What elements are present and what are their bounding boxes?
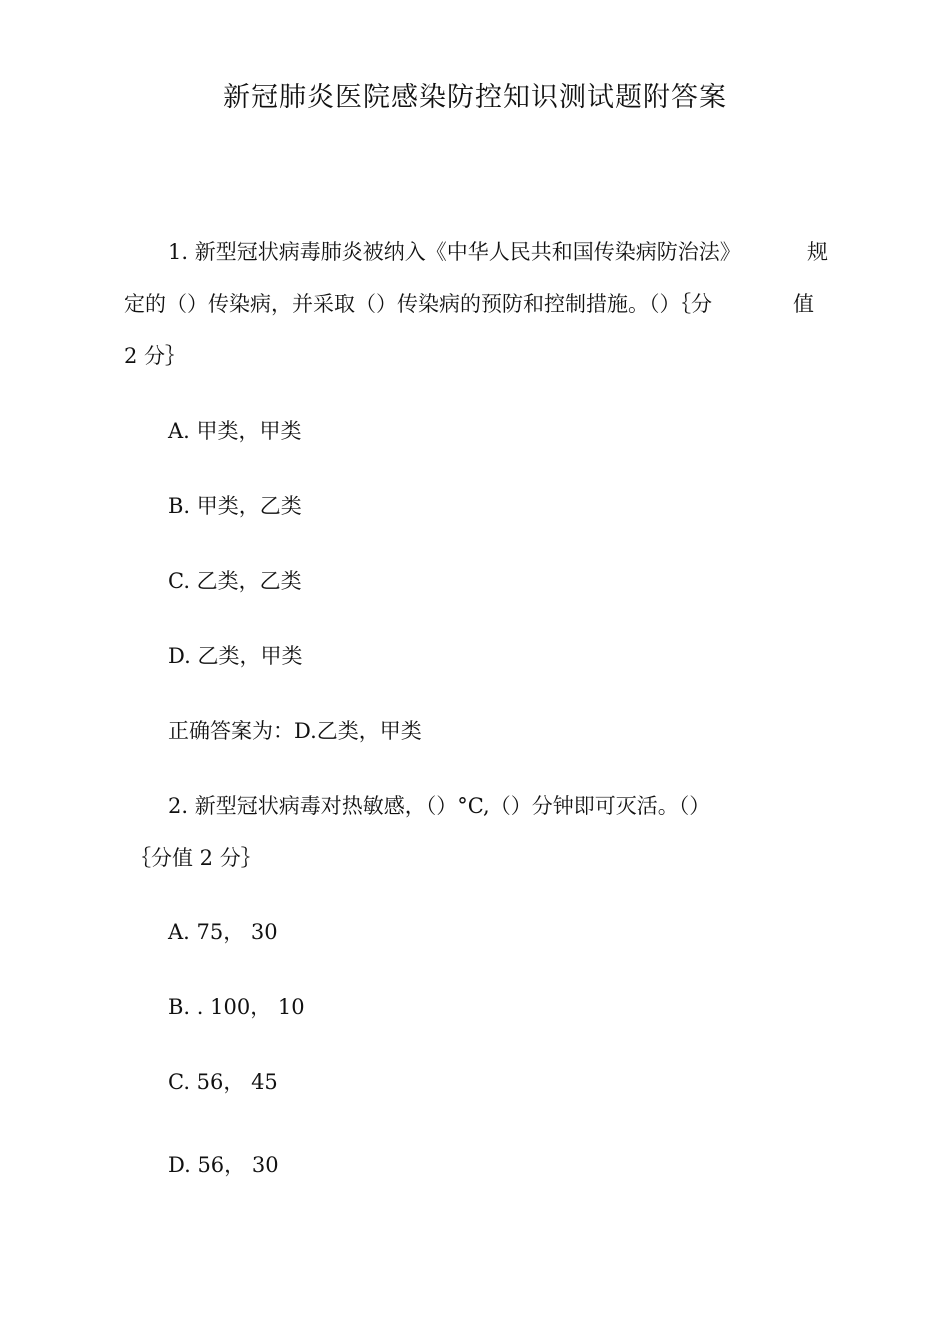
- question-1-text-part: 1. 新型冠状病毒肺炎被纳入《中华人民共和国传染病防治法》: [168, 240, 741, 264]
- question-1-option-c: C. 乙类，乙类: [168, 569, 302, 593]
- question-2-option-a: A. 75， 30: [168, 920, 278, 944]
- question-1-text-part: 规: [807, 240, 828, 264]
- question-2-option-b: B. . 100， 10: [168, 995, 305, 1019]
- question-1-text-part: 定的（）传染病，并采取（）传染病的预防和控制措施。（）｛分: [124, 292, 712, 316]
- question-1-option-b: B. 甲类，乙类: [168, 494, 302, 518]
- question-1-answer: 正确答案为：D.乙类，甲类: [168, 719, 422, 743]
- question-2-option-d: D. 56， 30: [168, 1153, 279, 1177]
- question-2-line-2: ｛分值 2 分｝: [130, 846, 262, 870]
- question-2-line-1: 2. 新型冠状病毒对热敏感，（）°C,（）分钟即可灭活。（）: [168, 794, 711, 818]
- question-1-option-a: A. 甲类，甲类: [168, 419, 302, 443]
- question-1-option-d: D. 乙类，甲类: [168, 644, 303, 668]
- question-1-line-2: [124, 289, 814, 319]
- question-1-text-part: 值: [793, 292, 814, 316]
- question-2-option-c: C. 56， 45: [168, 1070, 278, 1094]
- question-1-line-1: [168, 237, 828, 267]
- document-title: 新冠肺炎医院感染防控知识测试题附答案: [223, 82, 727, 113]
- question-1-line-3: 2 分｝: [124, 344, 187, 368]
